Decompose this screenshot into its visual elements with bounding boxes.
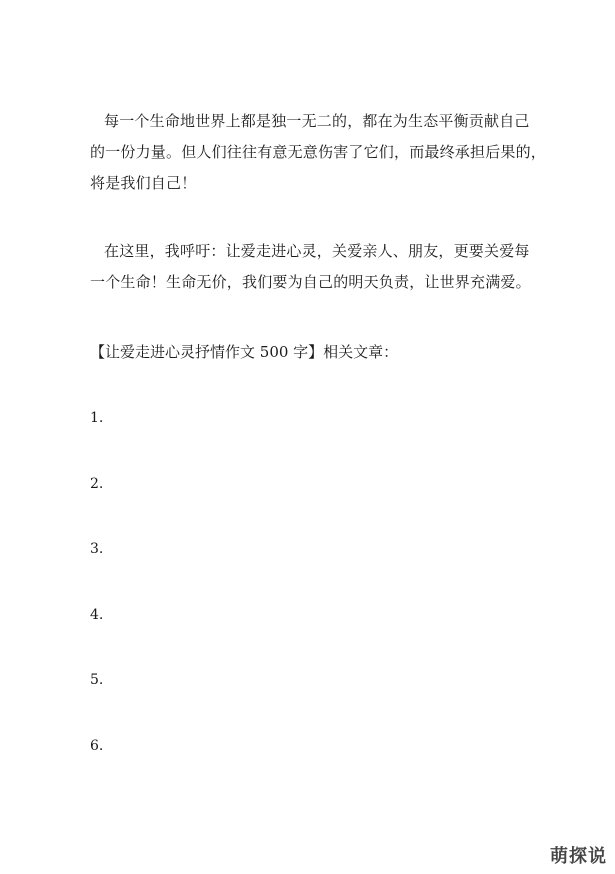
list-item[interactable]: 3. <box>90 541 104 557</box>
list-item[interactable]: 2. <box>90 475 104 492</box>
list-item[interactable]: 6. <box>90 737 104 754</box>
list-item[interactable]: 1. <box>90 410 104 426</box>
paragraph-line: 在这里，我呼吁：让爱走进心灵，关爱亲人、朋友，更要关爱每 <box>104 242 530 260</box>
watermark: 萌探说 <box>550 846 607 867</box>
list-item[interactable]: 5. <box>90 672 104 688</box>
paragraph-1 <box>90 106 547 199</box>
related-articles-heading: 【让爱走进心灵抒情作文 500 字】相关文章： <box>90 343 399 361</box>
paragraph-line: 每一个生命地世界上都是独一无二的，都在为生态平衡贡献自己 <box>104 112 530 130</box>
paragraph-line: 的一份力量。但人们往往有意无意伤害了它们，而最终承担后果的， <box>90 143 547 161</box>
paragraph-line: 一个生命！生命无价，我们要为自己的明天负责，让世界充满爱。 <box>90 273 531 291</box>
related-articles-list <box>90 404 103 797</box>
list-item[interactable]: 4. <box>90 606 104 623</box>
paragraph-2 <box>90 236 530 298</box>
paragraph-line: 将是我们自己！ <box>90 174 197 192</box>
